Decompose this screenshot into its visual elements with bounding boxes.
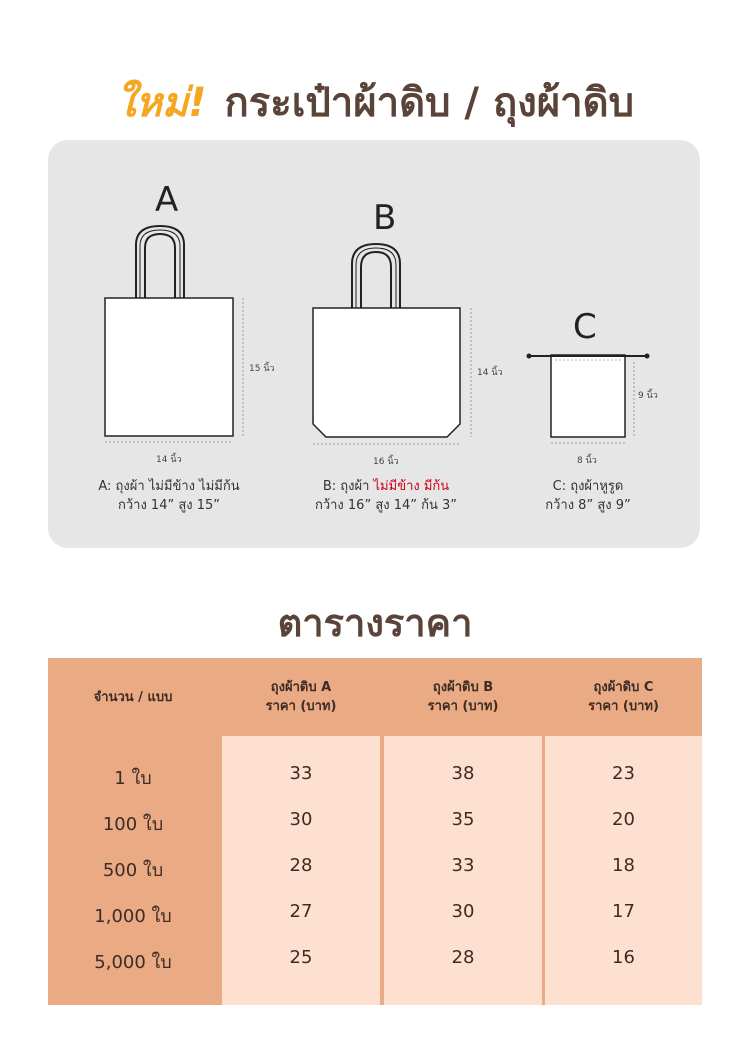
bag-b-width: 16 นิ้ว [373,457,399,467]
bag-c-caption [508,477,668,515]
bag-a-caption-line1: A: ถุงผ้า ไม่มีข้าง ไม่มีก้น [98,479,240,494]
price-table-title: ตารางราคา [277,601,473,645]
row-2-c: 20 [612,809,635,830]
price-table [48,658,702,1005]
bag-sizes-panel [48,140,700,548]
row-3-b: 33 [451,855,475,876]
header-c-line1: ถุงผ้าดิบ C [593,680,654,695]
bag-b-caption-prefix: B: ถุงผ้า [322,479,374,494]
page-title [0,70,750,134]
row-2-qty: 100 ใบ [102,814,164,835]
bag-c-height: 9 นิ้ว [638,391,658,401]
row-1-a: 33 [289,763,313,784]
header-a-line1: ถุงผ้าดิบ A [270,680,332,695]
bag-c-illustration [527,354,650,444]
row-4-qty: 1,000 ใบ [94,906,172,927]
header-b-line1: ถุงผ้าดิบ B [432,680,494,695]
title-text: กระเป๋าผ้าดิบ / ถุงผ้าดิบ [224,80,634,126]
new-badge: ใหม่! [116,80,207,126]
bag-b-caption [286,477,486,515]
bag-a-illustration [105,226,243,442]
row-5-a: 25 [289,947,313,968]
row-4-c: 17 [612,901,635,922]
bag-a-caption-line2: กว้าง 14” สูง 15” [117,498,221,513]
bag-c-caption-line2: กว้าง 8” สูง 9” [545,498,631,513]
row-4-b: 30 [451,901,475,922]
header-qty [48,658,218,736]
bag-b-height: 14 นิ้ว [477,368,503,378]
bag-b-caption-line1 [286,477,486,496]
header-c-line2: ราคา (บาท) [588,699,659,714]
bag-c-caption-line1: C: ถุงผ้าหูรูด [552,479,624,494]
bag-a-height: 15 นิ้ว [249,364,275,374]
bag-b-caption-highlight: ไม่มีข้าง มีก้น [373,479,450,494]
row-1-c: 23 [612,763,635,784]
bag-c-letter: C [573,307,597,347]
bag-b-illustration [313,244,471,444]
row-1-qty: 1 ใบ [114,768,152,789]
header-qty-label: จำนวน / แบบ [93,689,173,705]
row-3-qty: 500 ใบ [102,860,164,881]
bag-a-letter: A [155,180,179,220]
row-5-b: 28 [451,947,475,968]
header-b [384,658,542,736]
bag-a-caption [69,477,269,515]
row-3-a: 28 [289,855,313,876]
row-2-b: 35 [451,809,475,830]
header-c [545,658,702,736]
header-a [222,658,380,736]
row-5-c: 16 [612,947,635,968]
header-b-line2: ราคา (บาท) [427,699,499,714]
row-5-qty: 5,000 ใบ [94,952,172,973]
header-a-line2: ราคา (บาท) [265,699,337,714]
row-1-b: 38 [451,763,475,784]
bag-c-width: 8 นิ้ว [577,456,597,466]
row-2-a: 30 [289,809,313,830]
bag-a-width: 14 นิ้ว [156,455,182,465]
row-4-a: 27 [289,901,313,922]
bag-b-letter: B [373,198,397,238]
bag-b-caption-line2: กว้าง 16” สูง 14” ก้น 3” [314,498,458,513]
row-3-c: 18 [612,855,635,876]
